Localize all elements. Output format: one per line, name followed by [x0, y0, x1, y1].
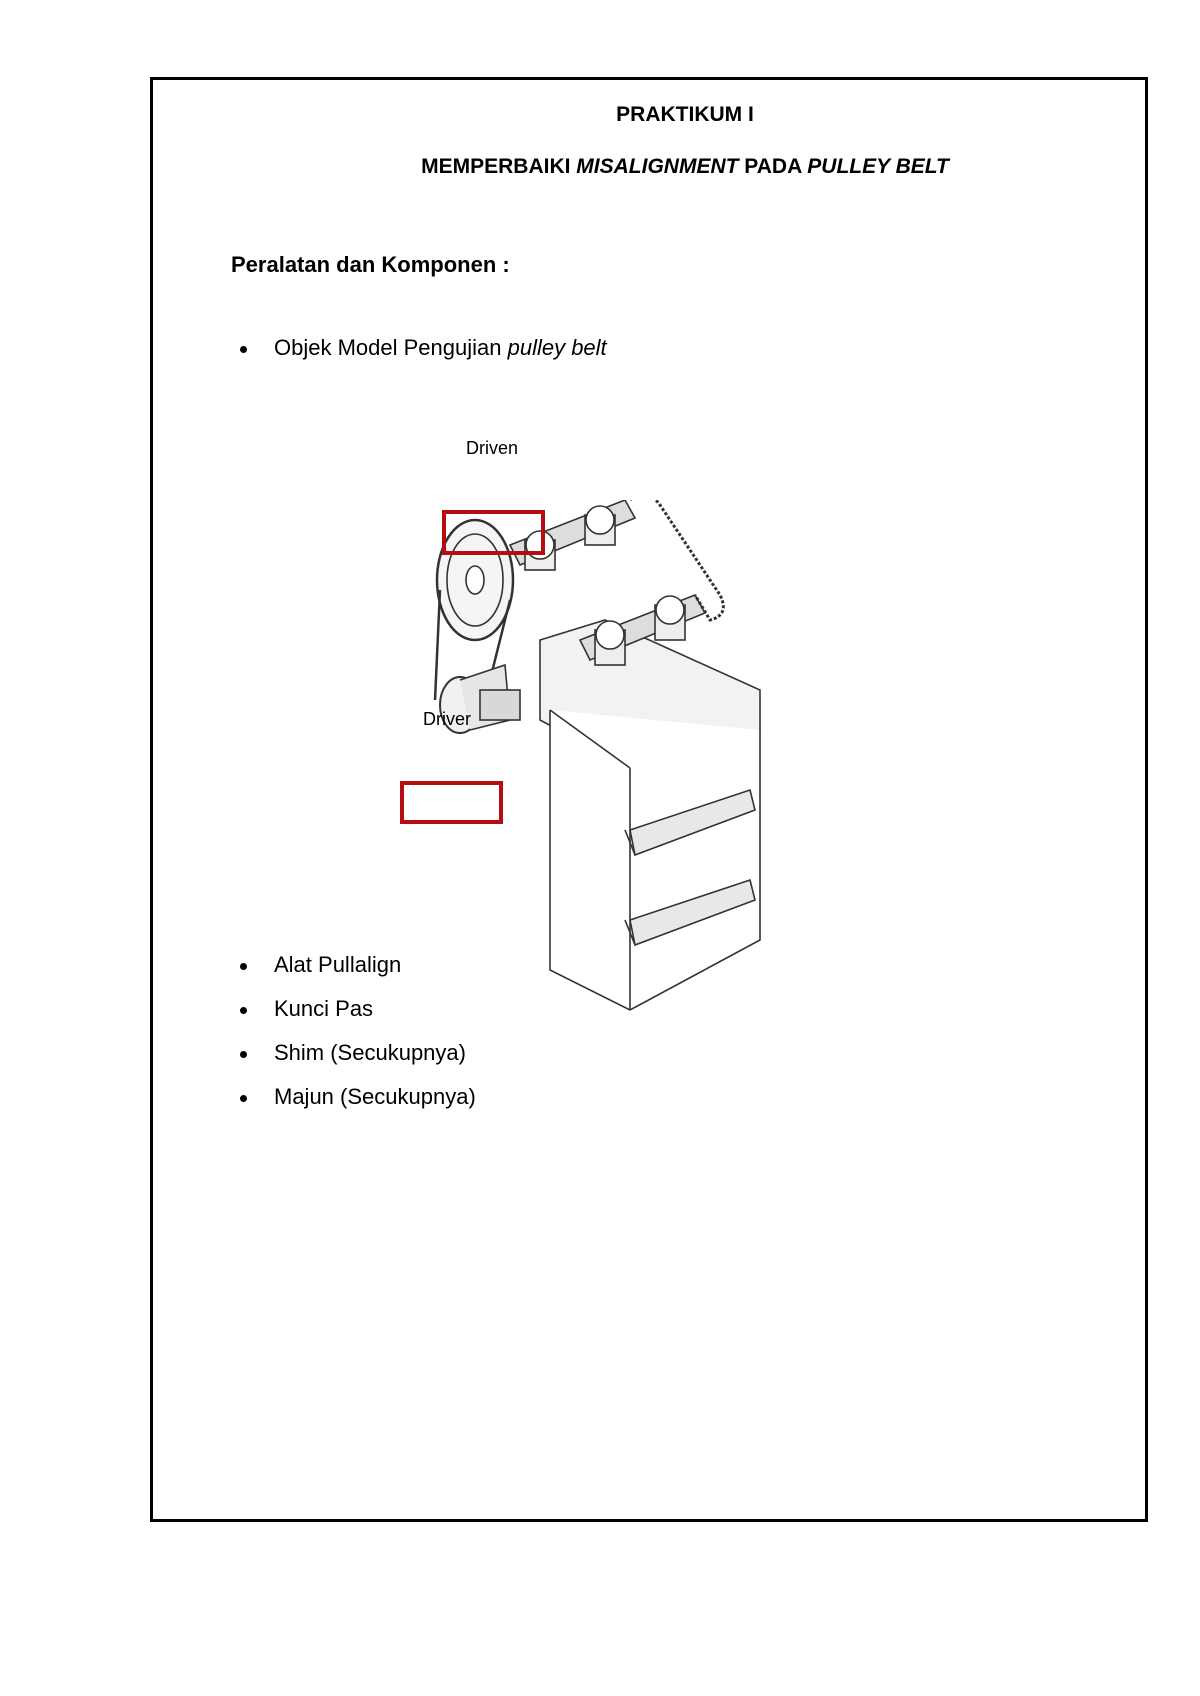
subtitle-italic-1: MISALIGNMENT: [576, 155, 739, 178]
list-item-text: Majun (Secukupnya): [274, 1084, 476, 1109]
list-item-text: Alat Pullalign: [274, 952, 402, 977]
list-item-text: Kunci Pas: [274, 996, 374, 1021]
bullet-icon: [240, 346, 247, 353]
doc-title: PRAKTIKUM I: [616, 103, 754, 126]
driven-highlight-box: [442, 510, 545, 555]
subtitle-part-1: MEMPERBAIKI: [421, 155, 577, 178]
bullet-icon: [240, 963, 247, 970]
driver-highlight-box: [400, 781, 503, 824]
subtitle-part-2: PADA: [738, 155, 808, 178]
section-heading: Peralatan dan Komponen :: [231, 252, 510, 277]
driven-label: Driven: [466, 438, 519, 458]
driver-label: Driver: [423, 709, 471, 729]
list-item-text: Objek Model Pengujian: [274, 335, 508, 360]
doc-subtitle: [0, 155, 1200, 179]
bullet-icon: [240, 1095, 247, 1102]
bullet-icon: [240, 1007, 247, 1014]
list-item-italic: pulley belt: [507, 335, 607, 360]
bullet-icon: [240, 1051, 247, 1058]
pulley-belt-machine-illustration: [430, 500, 850, 1020]
list-item-text: Shim (Secukupnya): [274, 1040, 466, 1065]
subtitle-italic-2: PULLEY BELT: [807, 155, 949, 178]
